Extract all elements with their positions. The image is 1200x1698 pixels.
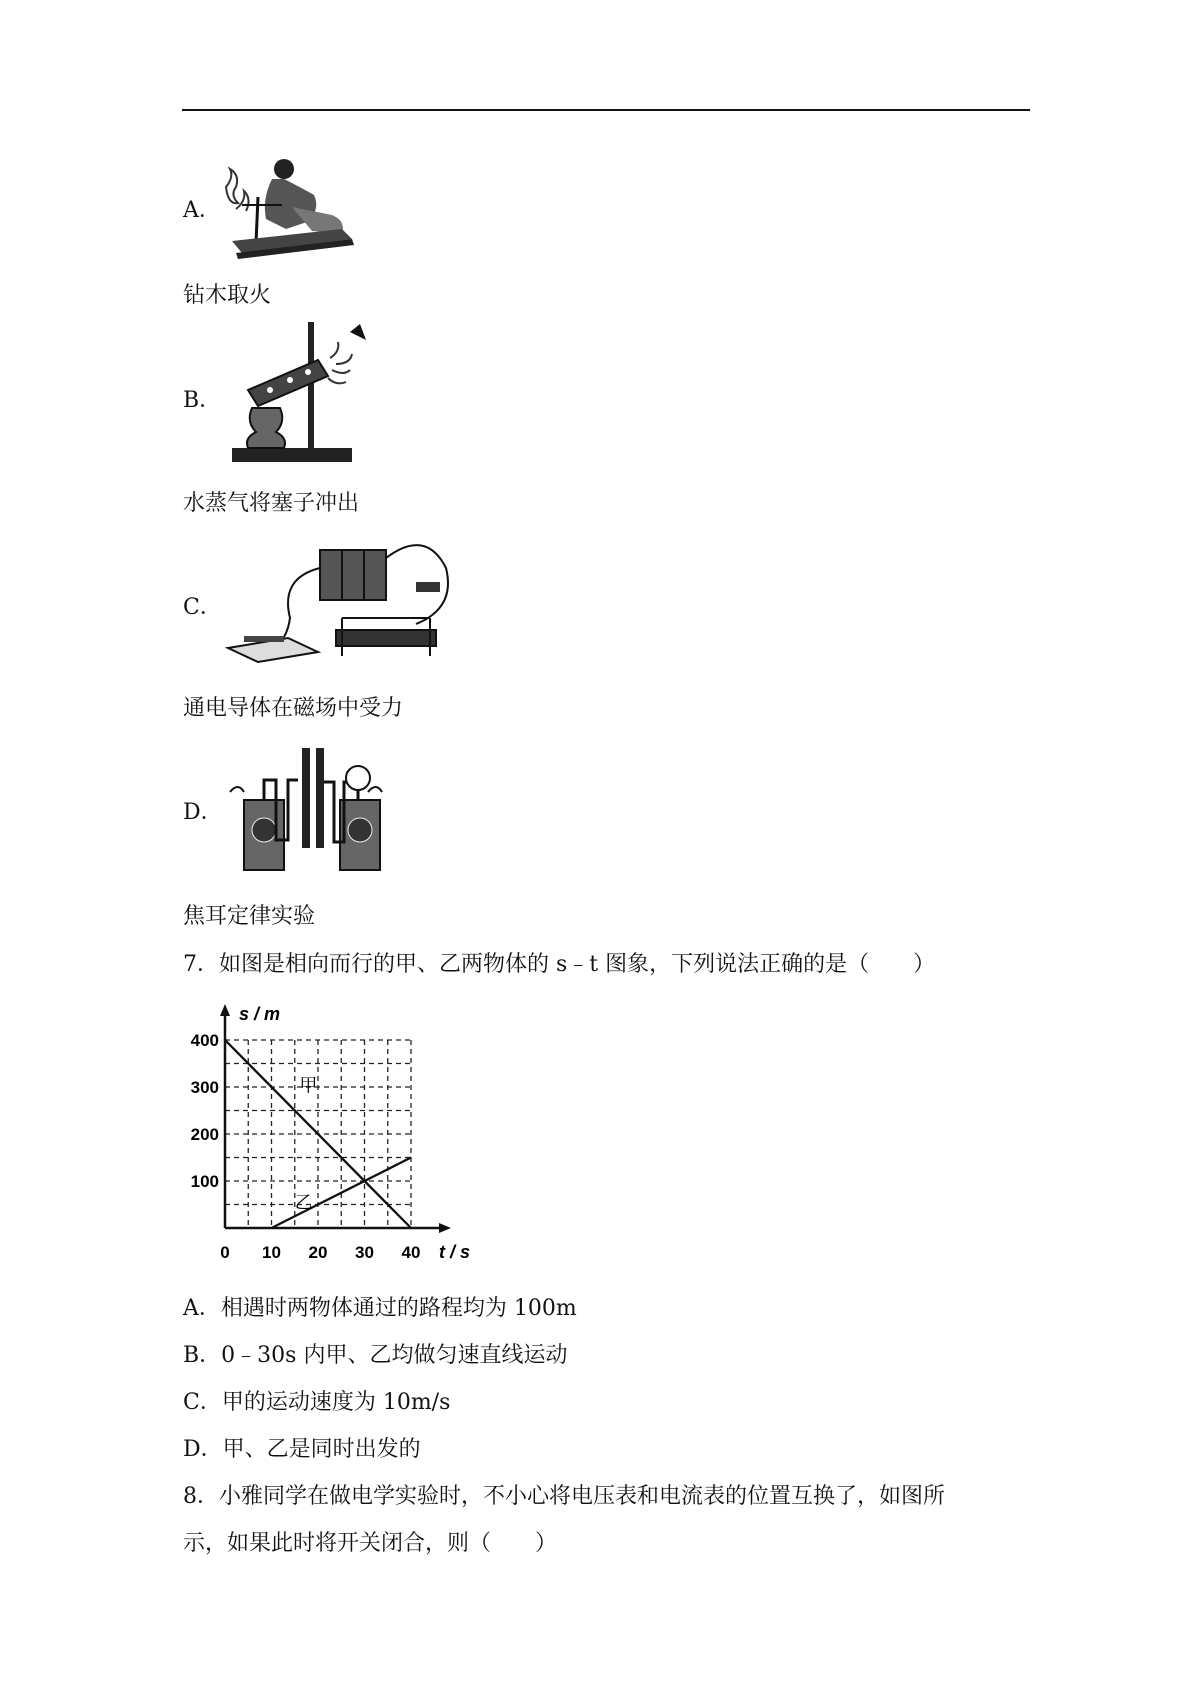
current-magnetic-field-apparatus-icon <box>224 538 474 668</box>
series-label: 乙 <box>294 1192 313 1214</box>
y-axis-label: s / m <box>239 1004 281 1024</box>
x-tick-label: 10 <box>262 1243 281 1262</box>
joule-law-apparatus-icon <box>224 742 384 877</box>
series-label: 甲 <box>299 1075 318 1097</box>
x-tick-label: 0 <box>220 1243 230 1262</box>
st-graph-svg <box>183 994 473 1264</box>
x-axis-label: t / s <box>439 1242 471 1262</box>
option-d-letter: D． <box>183 800 223 825</box>
q7-option-d: D．甲、乙是同时出发的 <box>183 1437 421 1462</box>
q8-line-1: 8．小雅同学在做电学实验时，不小心将电压表和电流表的位置互换了，如图所 <box>183 1484 945 1509</box>
q7-option-a: A．相遇时两物体通过的路程均为 100m <box>183 1296 577 1321</box>
drilling-wood-fire-icon <box>222 157 362 267</box>
y-axis-arrow <box>220 1004 230 1016</box>
option-b-caption: 水蒸气将塞子冲出 <box>183 491 360 516</box>
y-tick-label: 100 <box>190 1172 219 1191</box>
header-rule <box>182 109 1030 111</box>
y-tick-label: 200 <box>190 1125 219 1144</box>
q8-line-2: 示，如果此时将开关闭合，则（ ） <box>183 1531 558 1556</box>
y-tick-label: 400 <box>190 1031 219 1050</box>
st-graph <box>183 994 473 1264</box>
option-b-letter: B． <box>183 388 222 413</box>
option-d-caption: 焦耳定律实验 <box>183 904 316 929</box>
q7-option-c: C．甲的运动速度为 10m/s <box>183 1390 451 1415</box>
x-tick-label: 30 <box>355 1243 374 1262</box>
steam-cork-apparatus-icon <box>224 318 374 473</box>
option-a-caption: 钻木取火 <box>183 283 272 308</box>
x-axis-arrow <box>439 1223 451 1233</box>
q7-option-b: B．0﹣30s 内甲、乙均做匀速直线运动 <box>183 1343 568 1368</box>
x-tick-label: 40 <box>401 1243 421 1262</box>
option-a-letter: A． <box>183 198 221 223</box>
option-c-letter: C． <box>183 595 222 620</box>
y-tick-label: 300 <box>190 1078 219 1097</box>
option-c-caption: 通电导体在磁场中受力 <box>183 696 404 721</box>
q7-stem: 7．如图是相向而行的甲、乙两物体的 s﹣t 图象，下列说法正确的是（ ） <box>183 952 936 977</box>
x-tick-label: 20 <box>308 1243 328 1262</box>
